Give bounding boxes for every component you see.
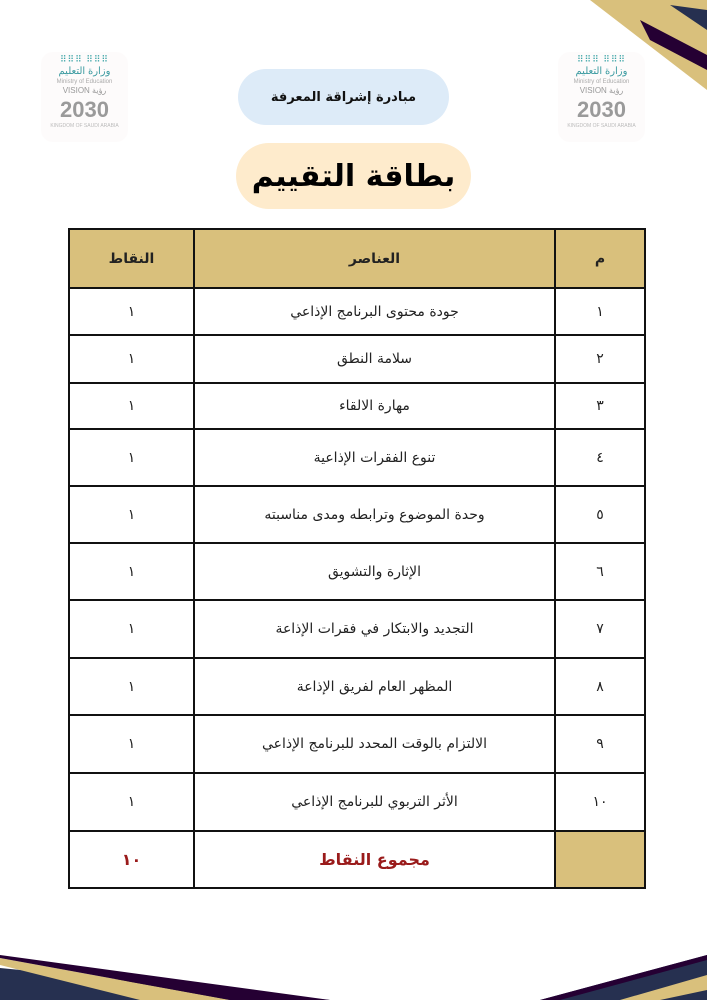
cell-num: ٧	[555, 600, 645, 658]
cell-item: الإثارة والتشويق	[194, 543, 555, 600]
logo-dots-icon: ⠿⠿⠿ ⠿⠿⠿	[576, 54, 627, 64]
table-row	[69, 335, 645, 383]
cell-item: تنوع الفقرات الإذاعية	[194, 429, 555, 486]
total-empty-cell	[555, 831, 645, 888]
ministry-logo-right	[558, 52, 645, 142]
cell-item: جودة محتوى البرنامج الإذاعي	[194, 288, 555, 335]
cell-num: ٦	[555, 543, 645, 600]
logo-year: 2030	[60, 97, 109, 122]
logo-kingdom: KINGDOM OF SAUDI ARABIA	[567, 123, 636, 129]
table-row	[69, 773, 645, 831]
header-num: م	[555, 229, 645, 288]
logo-ministry-ar: وزارة التعليم	[575, 66, 628, 77]
cell-item: المظهر العام لفريق الإذاعة	[194, 658, 555, 715]
table-row	[69, 383, 645, 429]
cell-points: ١	[69, 486, 194, 543]
initiative-label: مبادرة إشراقة المعرفة	[238, 69, 449, 125]
table-header-row	[69, 229, 645, 288]
logo-ministry-ar: وزارة التعليم	[58, 66, 111, 77]
logo-dots-icon: ⠿⠿⠿ ⠿⠿⠿	[59, 54, 110, 64]
cell-num: ٥	[555, 486, 645, 543]
cell-points: ١	[69, 773, 194, 831]
header-points: النقاط	[69, 229, 194, 288]
cell-points: ١	[69, 383, 194, 429]
cell-num: ٩	[555, 715, 645, 773]
cell-points: ١	[69, 335, 194, 383]
table-row	[69, 288, 645, 335]
logo-vision: VISION رؤية	[62, 86, 107, 95]
cell-num: ١٠	[555, 773, 645, 831]
total-points: ١٠	[69, 831, 194, 888]
table-row	[69, 429, 645, 486]
cell-num: ٨	[555, 658, 645, 715]
table-row	[69, 715, 645, 773]
total-label: مجموع النقاط	[194, 831, 555, 888]
table-row	[69, 486, 645, 543]
ministry-logo-left	[41, 52, 128, 142]
cell-points: ١	[69, 429, 194, 486]
cell-points: ١	[69, 658, 194, 715]
evaluation-table	[68, 228, 646, 889]
cell-num: ٣	[555, 383, 645, 429]
logo-year: 2030	[577, 97, 626, 122]
table-row	[69, 543, 645, 600]
cell-item: التجديد والابتكار في فقرات الإذاعة	[194, 600, 555, 658]
logo-ministry-en: Ministry of Education	[573, 79, 630, 85]
cell-item: الالتزام بالوقت المحدد للبرنامج الإذاعي	[194, 715, 555, 773]
table-row	[69, 658, 645, 715]
cell-num: ١	[555, 288, 645, 335]
logo-vision: VISION رؤية	[579, 86, 624, 95]
cell-points: ١	[69, 715, 194, 773]
logo-kingdom: KINGDOM OF SAUDI ARABIA	[50, 123, 119, 129]
cell-item: مهارة الالقاء	[194, 383, 555, 429]
cell-num: ٢	[555, 335, 645, 383]
cell-num: ٤	[555, 429, 645, 486]
page-title: بطاقة التقييم	[236, 143, 471, 209]
table-row	[69, 600, 645, 658]
logo-ministry-en: Ministry of Education	[56, 79, 113, 85]
cell-points: ١	[69, 600, 194, 658]
cell-item: سلامة النطق	[194, 335, 555, 383]
cell-item: وحدة الموضوع وترابطه ومدى مناسبته	[194, 486, 555, 543]
header-item: العناصر	[194, 229, 555, 288]
cell-item: الأثر التربوي للبرنامج الإذاعي	[194, 773, 555, 831]
total-row	[69, 831, 645, 888]
cell-points: ١	[69, 543, 194, 600]
cell-points: ١	[69, 288, 194, 335]
